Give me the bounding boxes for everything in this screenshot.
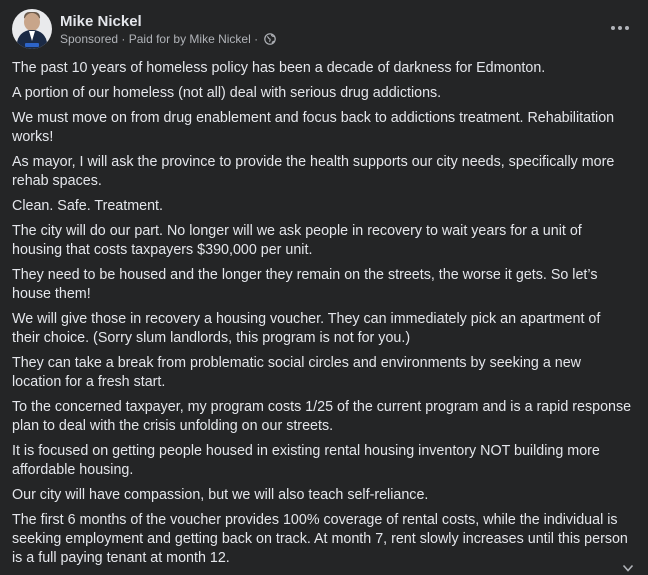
dot xyxy=(618,26,622,30)
post-paragraph: They need to be housed and the longer they remain on the streets, the worse it gets. So let’s house them! xyxy=(12,267,598,302)
more-options-icon[interactable] xyxy=(606,18,634,38)
post-subline xyxy=(60,31,276,47)
avatar-face xyxy=(24,13,40,31)
post-paragraph: The first 6 months of the voucher provides 100% coverage of rental costs, while the individual is seeking employment and getting back on track. At month 7, rent slowly increases until this person is a full paying tenant at month 12. xyxy=(12,512,628,566)
post-paragraph: They can take a break from problematic social circles and environments by seeking a new location for a fresh start. xyxy=(12,355,581,390)
sponsored-label[interactable]: Sponsored xyxy=(60,31,119,46)
post-paragraph: Our city will have compassion, but we will also teach self-reliance. xyxy=(12,487,429,503)
subline-separator-2: · xyxy=(250,31,262,46)
paid-for-label[interactable]: Paid for by Mike Nickel xyxy=(128,31,251,46)
post-paragraph: The city will do our part. No longer will we ask people in recovery to wait years for a unit of housing that costs taxpayers $390,000 per unit. xyxy=(12,223,582,258)
chevron-down-icon[interactable] xyxy=(622,563,634,573)
post-header xyxy=(12,9,276,49)
post-paragraph: To the concerned taxpayer, my program costs 1/25 of the current program and is a rapid response plan to deal with the crisis unfolding on our streets. xyxy=(12,399,632,434)
post-paragraph: It is focused on getting people housed in existing rental housing inventory NOT building more affordable housing. xyxy=(12,443,600,478)
dot xyxy=(625,26,629,30)
post-paragraph: We will give those in recovery a housing voucher. They can immediately pick an apartment of their choice. (Sorry slum landlords, this program is not for you.) xyxy=(12,311,601,346)
post-body xyxy=(12,59,632,574)
avatar-badge xyxy=(25,43,39,47)
post-paragraph: A portion of our homeless (not all) deal with serious drug addictions. xyxy=(12,85,442,101)
post-paragraph: As mayor, I will ask the province to provide the health supports our city needs, specifically more rehab spaces. xyxy=(12,154,615,189)
subline-separator: · xyxy=(118,31,129,46)
post-paragraph: The past 10 years of homeless policy has been a decade of darkness for Edmonton. xyxy=(12,60,546,76)
author-avatar[interactable] xyxy=(12,9,52,49)
post-meta xyxy=(60,12,276,47)
author-name[interactable]: Mike Nickel xyxy=(60,12,142,30)
dot xyxy=(611,26,615,30)
globe-icon[interactable] xyxy=(264,33,276,45)
post-paragraph: Clean. Safe. Treatment. xyxy=(12,198,163,214)
post-paragraph: We must move on from drug enablement and focus back to addictions treatment. Rehabilitation works! xyxy=(12,110,615,145)
